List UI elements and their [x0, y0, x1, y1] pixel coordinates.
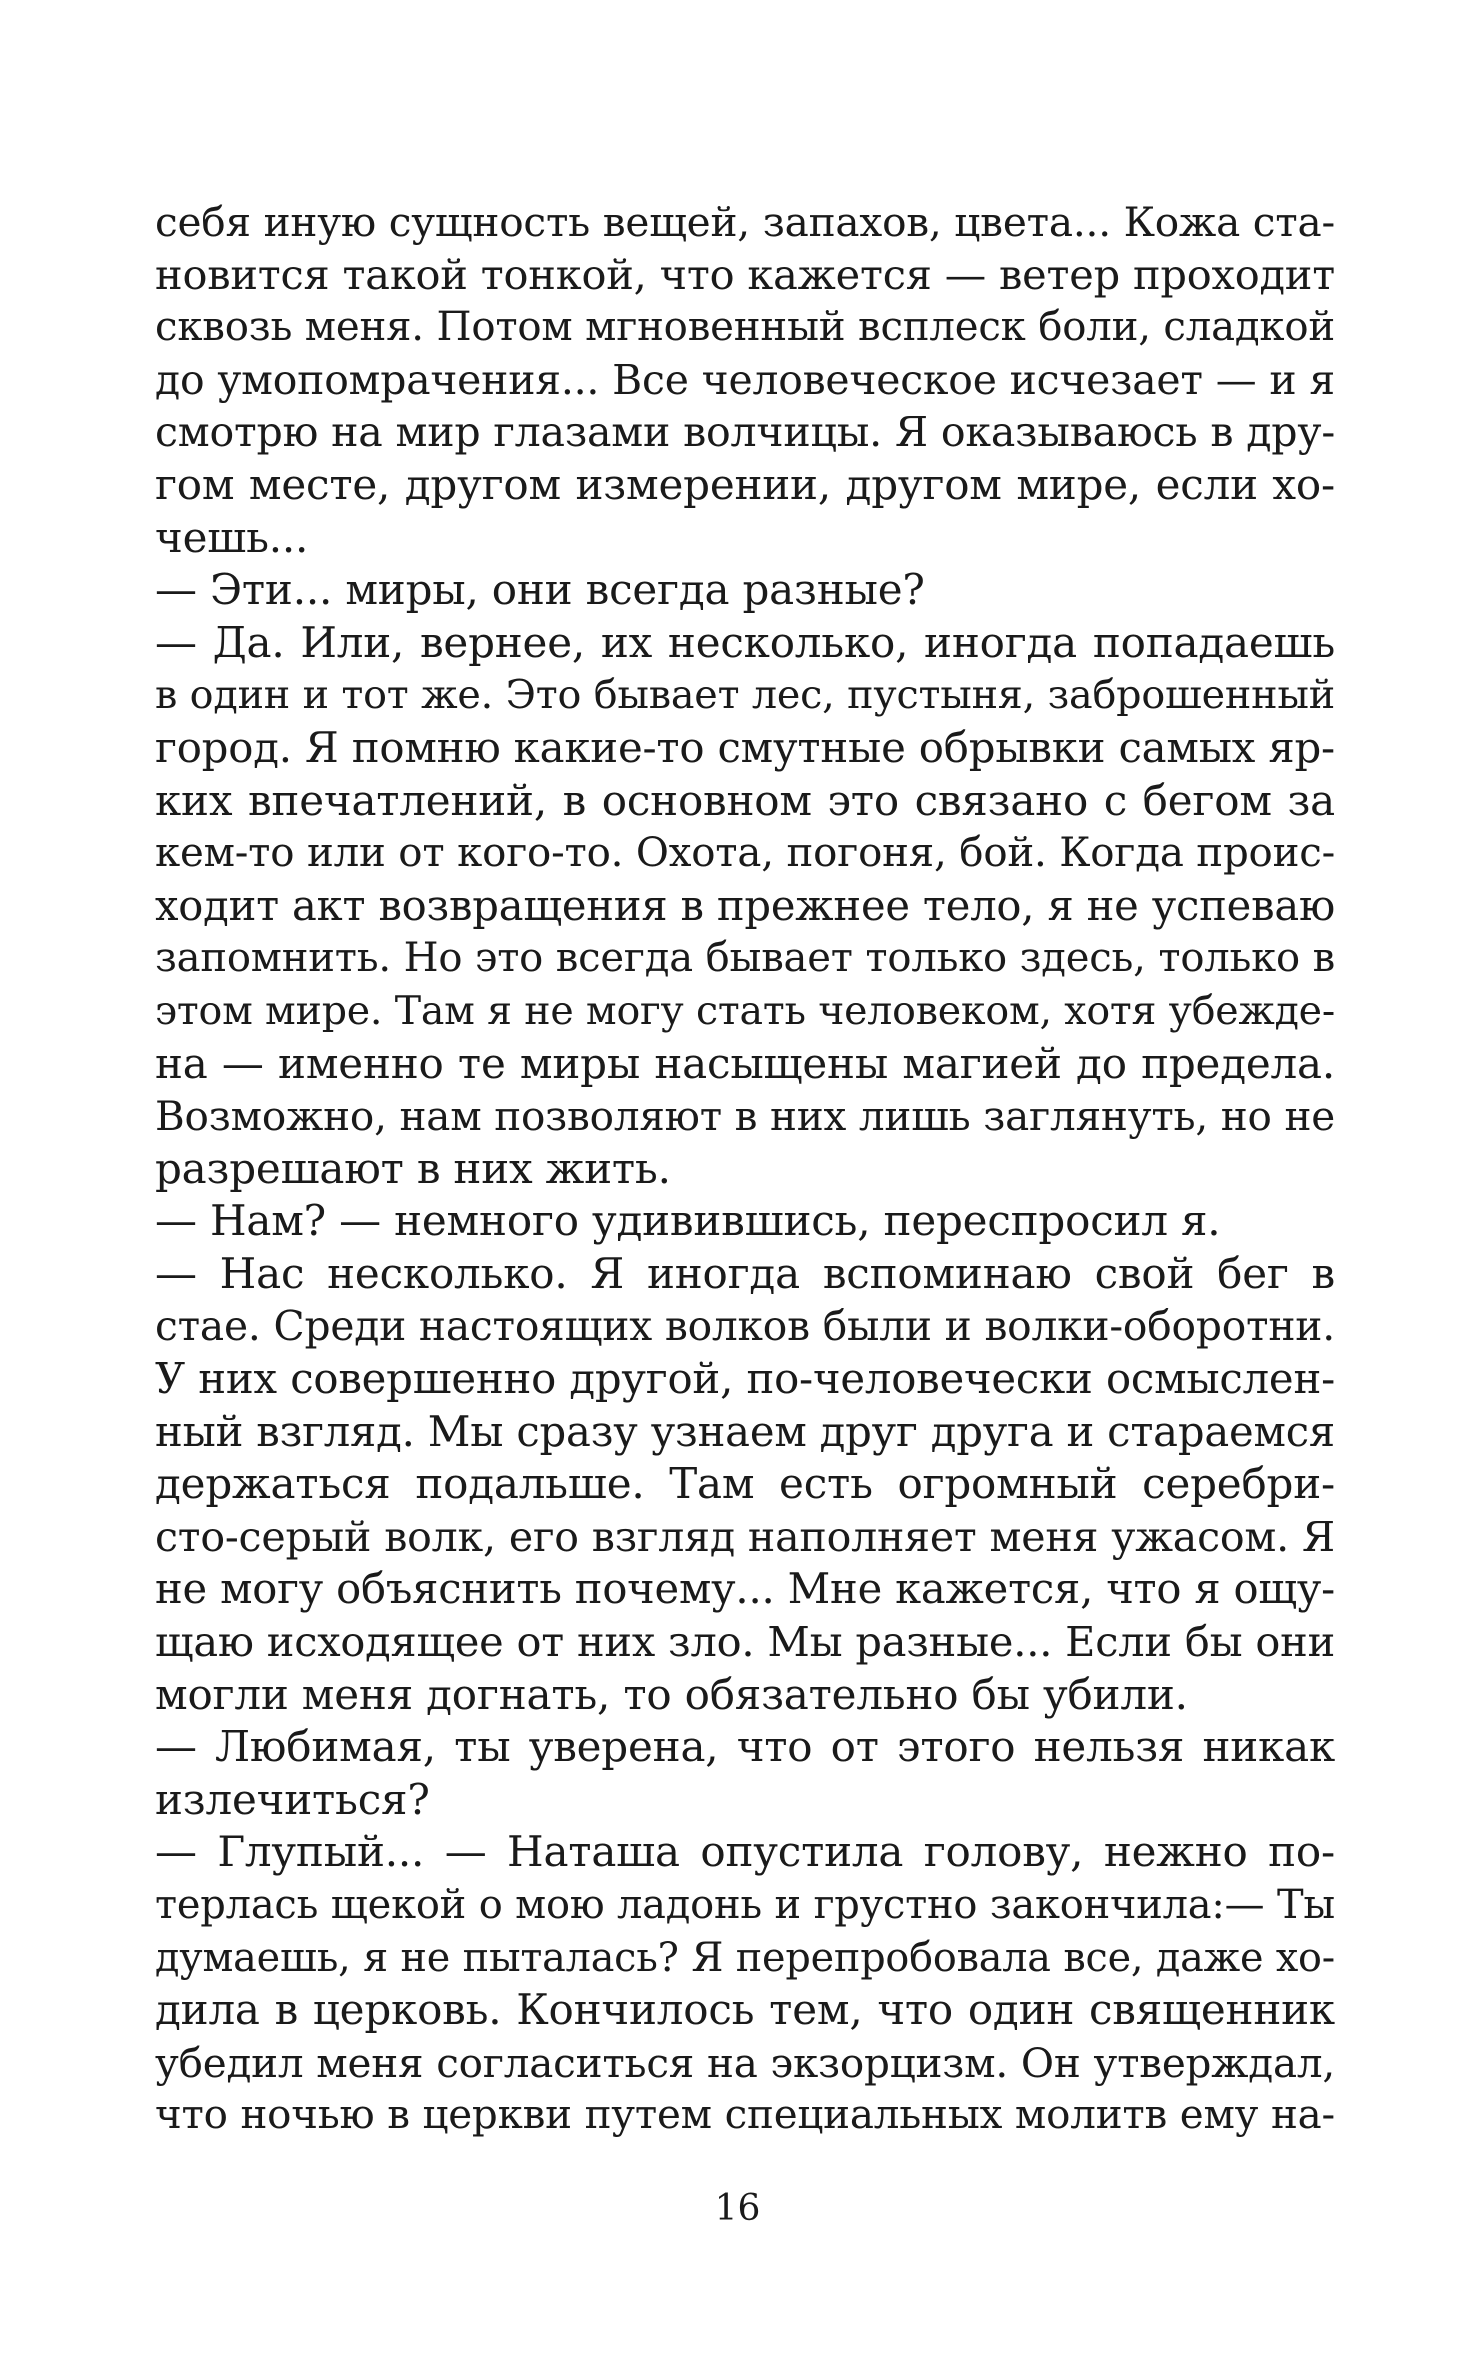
body-text: [155, 196, 1335, 2142]
text-line: сквозь меня. Потом мгновенный всплеск боли, сладкой: [155, 304, 1335, 351]
text-line: — Любимая, ты уверена, что от этого нельзя никак: [155, 1722, 1335, 1772]
text-line: этом мире. Там я не могу стать человеком, хотя убежде-: [155, 987, 1335, 1034]
text-line: стае. Среди настоящих волков были и волки-оборотни.: [155, 1302, 1335, 1351]
text-line: в один и тот же. Это бывает лес, пустыня, заброшенный: [155, 672, 1335, 719]
text-line: щаю исходящее от них зло. Мы разные... Если бы они: [155, 1618, 1336, 1667]
text-line: кем-то или от кого-то. Охота, погоня, бой. Когда проис-: [155, 829, 1335, 877]
text-line: Возможно, нам позволяют в них лишь заглянуть, но не: [155, 1092, 1335, 1141]
text-line: разрешают в них жить.: [155, 1143, 671, 1193]
text-line: излечиться?: [155, 1774, 430, 1824]
text-line: ный взгляд. Мы сразу узнаем друг друга и стараемся: [155, 1406, 1335, 1456]
text-line: держаться подальше. Там есть огромный серебри-: [155, 1459, 1335, 1509]
text-line: город. Я помню какие-то смутные обрывки самых яр-: [155, 722, 1335, 772]
text-line: на — именно те миры насыщены магией до предела.: [155, 1038, 1335, 1088]
text-line: — Да. Или, вернее, их несколько, иногда попадаешь: [155, 617, 1335, 667]
text-line: — Глупый... — Наташа опустила голову, нежно по-: [155, 1827, 1335, 1877]
text-line: У них совершенно другой, по-человечески осмыслен-: [155, 1354, 1335, 1404]
text-line: терлась щекой о мою ладонь и грустно закончила:— Ты: [155, 1882, 1335, 1928]
text-line: дила в церковь. Кончилось тем, что один священник: [155, 1985, 1335, 2035]
text-line: ходит акт возвращения в прежнее тело, я не успеваю: [155, 880, 1335, 930]
text-line: не могу объяснить почему... Мне кажется, что я ощу-: [155, 1564, 1335, 1614]
text-line: запомнить. Но это всегда бывает только здесь, только в: [155, 935, 1335, 982]
text-line: ких впечатлений, в основном это связано с бегом за: [155, 775, 1335, 825]
text-line: убедил меня согласиться на экзорцизм. Он утверждал,: [155, 2038, 1335, 2087]
text-line: гом месте, другом измерении, другом мире, если хо-: [155, 459, 1335, 509]
text-line: смотрю на мир глазами волчицы. Я оказываюсь в дру-: [155, 408, 1335, 457]
text-line: что ночью в церкви путем специальных молитв ему на-: [155, 2091, 1335, 2139]
page-number: 16: [714, 2188, 761, 2229]
text-line: себя иную сущность вещей, запахов, цвета... Кожа ста-: [155, 198, 1335, 246]
text-line: думаешь, я не пыталась? Я перепробовала все, даже хо-: [155, 1934, 1335, 1981]
text-line: — Эти... миры, они всегда разные?: [155, 565, 925, 615]
text-line: сто-серый волк, его взгляд наполняет меня ужасом. Я: [155, 1512, 1335, 1561]
text-line: — Нас несколько. Я иногда вспоминаю свой бег в: [155, 1248, 1335, 1298]
text-line: чешь...: [155, 512, 309, 562]
text-line: могли меня догнать, то обязательно бы убили.: [155, 1669, 1188, 1719]
text-line: до умопомрачения... Все человеческое исчезает — и я: [155, 355, 1335, 404]
text-line: — Нам? — немного удивившись, переспросил я.: [155, 1196, 1221, 1246]
text-line: новится такой тонкой, что кажется — ветер проходит: [155, 250, 1335, 299]
